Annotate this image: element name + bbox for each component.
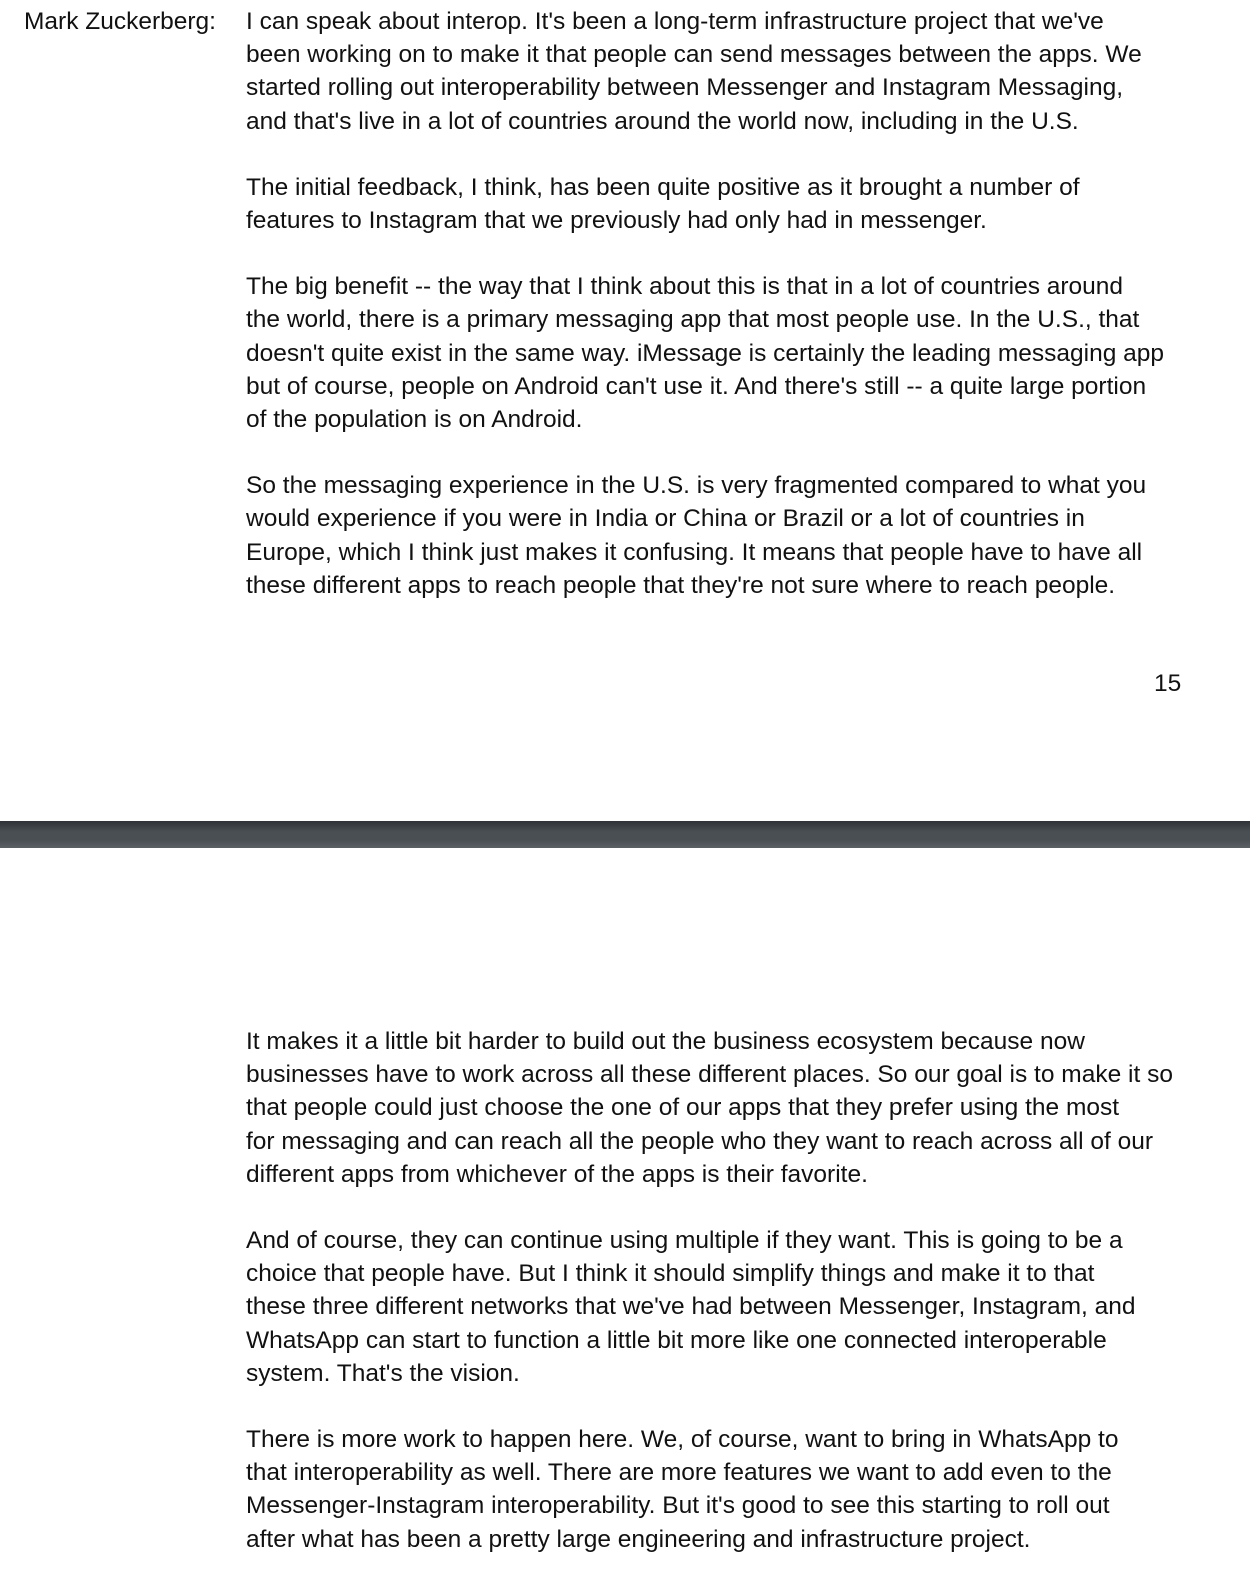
text-line: I can speak about interop. It's been a long-term infrastructure project that we've [246,8,1104,35]
page-number: 15 [1154,670,1182,697]
text-line: the world, there is a primary messaging app that most people use. In the U.S., that [246,306,1140,334]
text-line: different apps from whichever of the apps is their favorite. [246,1160,868,1188]
text-line: and that's live in a lot of countries around the world now, including in the U.S. [246,107,1079,135]
text-line: these three different networks that we've had between Messenger, Instagram, and [246,1293,1136,1321]
text-line: for messaging and can reach all the people who they want to reach across all of our [246,1127,1154,1155]
text-line: It makes it a little bit harder to build out the business ecosystem because now [246,1028,1085,1055]
paragraph [246,1224,1196,1390]
transcript-body-top [246,5,1196,635]
text-line: would experience if you were in India or China or Brazil or a lot of countries in [246,505,1085,533]
paragraph [246,1423,1196,1556]
text-line: Messenger-Instagram interoperability. But it's good to see this starting to roll out [246,1492,1110,1520]
text-line: choice that people have. But I think it should simplify things and make it to that [246,1260,1095,1288]
paragraph [246,1025,1196,1191]
paragraph [246,5,1196,138]
text-line: The initial feedback, I think, has been quite positive as it brought a number of [246,173,1080,201]
page-break-divider [0,821,1250,848]
speaker-label: Mark Zuckerberg: [24,8,216,35]
text-line: businesses have to work across all these different places. So our goal is to make it so [246,1061,1173,1089]
transcript-body-bottom [246,1025,1196,1586]
text-line: after what has been a pretty large engineering and infrastructure project. [246,1525,1031,1553]
document-page-16 [0,848,1250,1586]
text-line: system. That's the vision. [246,1359,520,1387]
text-line: features to Instagram that we previously had only had in messenger. [246,207,987,235]
text-line: started rolling out interoperability between Messenger and Instagram Messaging, [246,74,1124,102]
paragraph [246,270,1196,436]
text-line: that people could just choose the one of our apps that they prefer using the most [246,1094,1120,1122]
text-line: of the population is on Android. [246,406,583,434]
text-line: WhatsApp can start to function a little bit more like one connected interoperable [246,1326,1107,1354]
paragraph [246,171,1196,237]
paragraph [246,469,1196,602]
text-line: The big benefit -- the way that I think about this is that in a lot of countries around [246,273,1124,301]
text-line: doesn't quite exist in the same way. iMessage is certainly the leading messaging app [246,339,1165,367]
text-line: that interoperability as well. There are more features we want to add even to the [246,1459,1112,1487]
text-line: And of course, they can continue using multiple if they want. This is going to be a [246,1227,1123,1255]
text-line: Europe, which I think just makes it confusing. It means that people have to have all [246,538,1143,566]
text-line: So the messaging experience in the U.S. is very fragmented compared to what you [246,472,1147,500]
text-line: but of course, people on Android can't use it. And there's still -- a quite large portion [246,372,1147,400]
text-line: been working on to make it that people can send messages between the apps. We [246,41,1142,69]
text-line: There is more work to happen here. We, of course, want to bring in WhatsApp to [246,1426,1119,1454]
text-line: these different apps to reach people that they're not sure where to reach people. [246,571,1116,599]
